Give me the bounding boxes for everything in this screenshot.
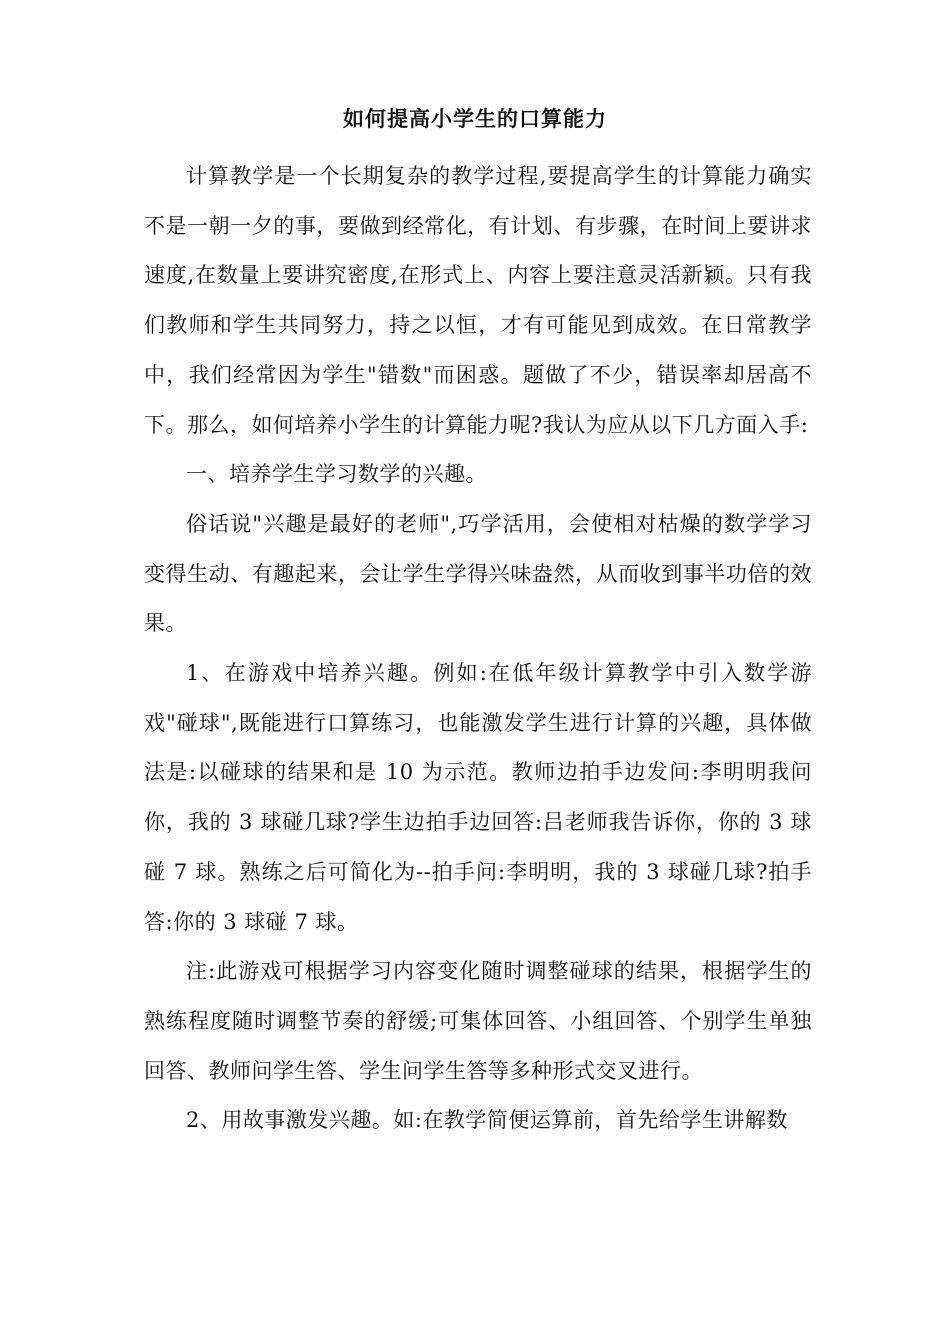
section-heading-1: 一、培养学生学习数学的兴趣。 (186, 462, 487, 487)
paragraph-interest: 俗话说"兴趣是最好的老师",巧学活用，会使相对枯燥的数学学习变得生动、有趣起来，会让学生学得兴味盎然，从而收到事半功倍的效果。 (144, 511, 812, 636)
document-title: 如何提高小学生的口算能力 (343, 106, 607, 131)
paragraph-intro: 计算教学是一个长期复杂的教学过程,要提高学生的计算能力确实不是一朝一夕的事，要做到经常化，有计划、有步骤，在时间上要讲求速度,在数量上要讲究密度,在形式上、内容上要注意灵活新颖。只有我们教师和学生共同努力，持之以恒，才有可能见到成效。在日常教学中，我们经常因为学生"错数"而困惑。题做了不少，错误率却居高不下。那么，如何培养小学生的计算能力呢?我认为应从以下几方面入手: (144, 164, 812, 437)
paragraph-story: 2、用故事激发兴趣。如:在教学简便运算前，首先给学生讲解数 (186, 1108, 788, 1133)
document-body (144, 152, 812, 1146)
paragraph-game: 1、在游戏中培养兴趣。例如:在低年级计算教学中引入数学游戏"碰球",既能进行口算练习，也能激发学生进行计算的兴趣，具体做法是:以碰球的结果和是 10 为示范。教师边拍手边发问:李明明我问你，我的 3 球碰几球?学生边拍手边回答:吕老师我告诉你，你的 3 球碰 7 球。熟练之后可简化为--拍手问:李明明，我的 3 球碰几球?拍手答:你的 3 球碰 7 球。 (144, 661, 812, 934)
paragraph-note: 注:此游戏可根据学习内容变化随时调整碰球的结果，根据学生的熟练程度随时调整节奏的舒缓;可集体回答、小组回答、个别学生单独回答、教师问学生答、学生问学生答等多种形式交叉进行。 (144, 959, 812, 1083)
